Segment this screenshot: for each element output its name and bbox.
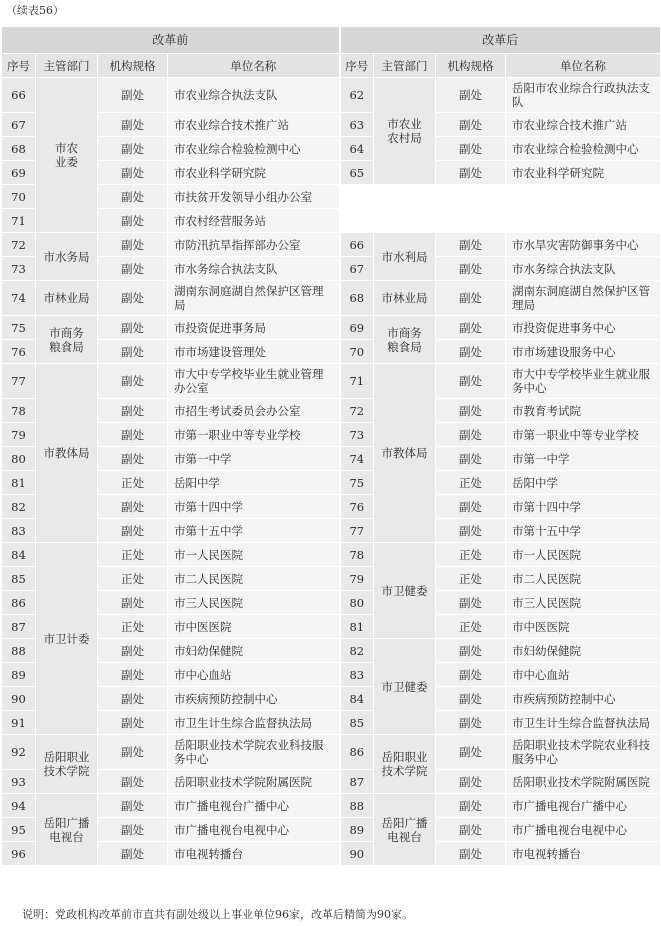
before-unit-name-cell: 市市场建设管理处 [168, 340, 340, 364]
table-row [2, 137, 661, 161]
table-row [2, 233, 661, 257]
table-row [2, 447, 661, 471]
table-row [2, 399, 661, 423]
footnote: 说明：党政机构改革前市直共有副处级以上事业单位96家，改革后精简为90家。 [22, 908, 413, 921]
before-no-cell: 90 [2, 687, 36, 711]
col-header-dept: 主管部门 [374, 54, 436, 78]
after-no-cell: 73 [340, 423, 374, 447]
after-level-cell: 副处 [436, 161, 506, 185]
before-no-cell: 81 [2, 471, 36, 495]
dept-cell: 市林业局 [36, 281, 98, 316]
table-row [2, 161, 661, 185]
after-unit-name-cell: 市教育考试院 [506, 399, 661, 423]
before-unit-name-cell: 岳阳中学 [168, 471, 340, 495]
before-level-cell: 副处 [98, 663, 168, 687]
after-level-cell: 副处 [436, 113, 506, 137]
before-level-cell: 正处 [98, 471, 168, 495]
table-row [2, 591, 661, 615]
after-level-cell: 副处 [436, 281, 506, 316]
after-unit-name-cell: 市第一职业中等专业学校 [506, 423, 661, 447]
after-no-cell: 68 [340, 281, 374, 316]
before-unit-name-cell: 市扶贫开发领导小组办公室 [168, 185, 340, 209]
table-row [2, 567, 661, 591]
after-no-cell: 88 [340, 794, 374, 818]
after-level-cell: 副处 [436, 711, 506, 735]
after-level-cell: 副处 [436, 818, 506, 842]
col-header-no: 序号 [340, 54, 374, 78]
table-row [2, 735, 661, 770]
dept-cell: 市卫健委 [374, 639, 436, 735]
table-row [2, 543, 661, 567]
after-level-cell: 正处 [436, 615, 506, 639]
table-row [2, 818, 661, 842]
col-header-no: 序号 [2, 54, 36, 78]
empty-after-cell [340, 185, 661, 233]
table-row [2, 471, 661, 495]
before-no-cell: 86 [2, 591, 36, 615]
before-unit-name-cell: 市第一中学 [168, 447, 340, 471]
after-level-cell: 正处 [436, 567, 506, 591]
col-header-level: 机构规格 [436, 54, 506, 78]
before-no-cell: 85 [2, 567, 36, 591]
before-no-cell: 70 [2, 185, 36, 209]
after-unit-name-cell: 市第一中学 [506, 447, 661, 471]
before-unit-name-cell: 市农村经营服务站 [168, 209, 340, 233]
before-level-cell: 副处 [98, 364, 168, 399]
after-no-cell: 72 [340, 399, 374, 423]
dept-cell: 岳阳职业 技术学院 [36, 735, 98, 794]
after-no-cell: 69 [340, 316, 374, 340]
dept-cell: 市水务局 [36, 233, 98, 281]
before-unit-name-cell: 市大中专学校毕业生就业管理办公室 [168, 364, 340, 399]
before-no-cell: 75 [2, 316, 36, 340]
after-unit-name-cell: 岳阳中学 [506, 471, 661, 495]
table-row [2, 770, 661, 794]
before-level-cell: 副处 [98, 591, 168, 615]
after-no-cell: 62 [340, 78, 374, 113]
before-no-cell: 68 [2, 137, 36, 161]
after-unit-name-cell: 市第十四中学 [506, 495, 661, 519]
after-unit-name-cell: 岳阳职业技术学院附属医院 [506, 770, 661, 794]
after-level-cell: 副处 [436, 233, 506, 257]
after-unit-name-cell: 市广播电视台广播中心 [506, 794, 661, 818]
after-unit-name-cell: 湖南东洞庭湖自然保护区管理局 [506, 281, 661, 316]
after-level-cell: 副处 [436, 639, 506, 663]
after-level-cell: 副处 [436, 423, 506, 447]
after-level-cell: 副处 [436, 137, 506, 161]
table-row [2, 663, 661, 687]
after-unit-name-cell: 市疾病预防控制中心 [506, 687, 661, 711]
before-no-cell: 92 [2, 735, 36, 770]
table-row [2, 794, 661, 818]
after-no-cell: 75 [340, 471, 374, 495]
before-level-cell: 副处 [98, 137, 168, 161]
before-level-cell: 正处 [98, 543, 168, 567]
before-no-cell: 72 [2, 233, 36, 257]
before-no-cell: 80 [2, 447, 36, 471]
before-unit-name-cell: 市妇幼保健院 [168, 639, 340, 663]
table-row [2, 316, 661, 340]
before-level-cell: 副处 [98, 78, 168, 113]
after-unit-name-cell: 岳阳市农业综合行政执法支队 [506, 78, 661, 113]
before-level-cell: 副处 [98, 399, 168, 423]
col-header-level: 机构规格 [98, 54, 168, 78]
table-row [2, 711, 661, 735]
before-level-cell: 副处 [98, 842, 168, 866]
before-no-cell: 78 [2, 399, 36, 423]
before-unit-name-cell: 市投资促进事务局 [168, 316, 340, 340]
after-no-cell: 84 [340, 687, 374, 711]
before-unit-name-cell: 市农业科学研究院 [168, 161, 340, 185]
before-no-cell: 77 [2, 364, 36, 399]
after-level-cell: 副处 [436, 316, 506, 340]
after-unit-name-cell: 市投资促进事务中心 [506, 316, 661, 340]
table-row [2, 495, 661, 519]
dept-cell: 岳阳广播 电视台 [36, 794, 98, 866]
before-level-cell: 副处 [98, 687, 168, 711]
after-unit-name-cell: 市市场建设服务中心 [506, 340, 661, 364]
before-level-cell: 副处 [98, 495, 168, 519]
dept-cell: 岳阳职业 技术学院 [374, 735, 436, 794]
before-unit-name-cell: 市中心血站 [168, 663, 340, 687]
after-unit-name-cell: 市第十五中学 [506, 519, 661, 543]
col-header-name: 单位名称 [506, 54, 661, 78]
before-unit-name-cell: 市第十五中学 [168, 519, 340, 543]
table-row [2, 281, 661, 316]
before-no-cell: 82 [2, 495, 36, 519]
before-no-cell: 94 [2, 794, 36, 818]
after-unit-name-cell: 市卫生计生综合监督执法局 [506, 711, 661, 735]
dept-cell: 岳阳广播 电视台 [374, 794, 436, 866]
after-no-cell: 74 [340, 447, 374, 471]
after-no-cell: 78 [340, 543, 374, 567]
before-unit-name-cell: 市农业综合技术推广站 [168, 113, 340, 137]
before-level-cell: 副处 [98, 818, 168, 842]
table-row [2, 423, 661, 447]
after-level-cell: 副处 [436, 340, 506, 364]
before-no-cell: 87 [2, 615, 36, 639]
table-row [2, 687, 661, 711]
before-no-cell: 89 [2, 663, 36, 687]
before-no-cell: 67 [2, 113, 36, 137]
table-row [2, 615, 661, 639]
after-unit-name-cell: 市一人民医院 [506, 543, 661, 567]
after-unit-name-cell: 市水旱灾害防御事务中心 [506, 233, 661, 257]
table-row [2, 639, 661, 663]
before-level-cell: 副处 [98, 257, 168, 281]
after-unit-name-cell: 岳阳职业技术学院农业科技服务中心 [506, 735, 661, 770]
after-unit-name-cell: 市三人民医院 [506, 591, 661, 615]
institution-reform-table [1, 26, 661, 866]
before-level-cell: 副处 [98, 770, 168, 794]
table-row [2, 842, 661, 866]
after-no-cell: 80 [340, 591, 374, 615]
after-unit-name-cell: 市中心血站 [506, 663, 661, 687]
before-unit-name-cell: 市二人民医院 [168, 567, 340, 591]
before-level-cell: 副处 [98, 316, 168, 340]
before-unit-name-cell: 市招生考试委员会办公室 [168, 399, 340, 423]
before-level-cell: 副处 [98, 209, 168, 233]
after-level-cell: 副处 [436, 495, 506, 519]
before-unit-name-cell: 市一人民医院 [168, 543, 340, 567]
before-level-cell: 副处 [98, 639, 168, 663]
after-unit-name-cell: 市广播电视台电视中心 [506, 818, 661, 842]
table-row [2, 257, 661, 281]
after-no-cell: 66 [340, 233, 374, 257]
after-level-cell: 正处 [436, 543, 506, 567]
dept-cell: 市商务 粮食局 [374, 316, 436, 364]
before-level-cell: 正处 [98, 567, 168, 591]
before-unit-name-cell: 市水务综合执法支队 [168, 257, 340, 281]
before-unit-name-cell: 市三人民医院 [168, 591, 340, 615]
before-unit-name-cell: 岳阳职业技术学院农业科技服务中心 [168, 735, 340, 770]
after-no-cell: 82 [340, 639, 374, 663]
before-level-cell: 副处 [98, 185, 168, 209]
before-no-cell: 91 [2, 711, 36, 735]
after-no-cell: 71 [340, 364, 374, 399]
before-no-cell: 83 [2, 519, 36, 543]
dept-cell: 市水利局 [374, 233, 436, 281]
after-unit-name-cell: 市电视转播台 [506, 842, 661, 866]
before-no-cell: 93 [2, 770, 36, 794]
dept-cell: 市教体局 [374, 364, 436, 543]
before-no-cell: 84 [2, 543, 36, 567]
before-no-cell: 96 [2, 842, 36, 866]
before-no-cell: 66 [2, 78, 36, 113]
dept-cell: 市教体局 [36, 364, 98, 543]
col-header-dept: 主管部门 [36, 54, 98, 78]
dept-cell: 市卫计委 [36, 543, 98, 735]
before-unit-name-cell: 市广播电视台电视中心 [168, 818, 340, 842]
after-reform-header: 改革后 [340, 27, 661, 54]
after-level-cell: 副处 [436, 78, 506, 113]
before-no-cell: 76 [2, 340, 36, 364]
before-level-cell: 副处 [98, 423, 168, 447]
table-row [2, 340, 661, 364]
after-level-cell: 副处 [436, 663, 506, 687]
before-level-cell: 正处 [98, 615, 168, 639]
before-unit-name-cell: 岳阳职业技术学院附属医院 [168, 770, 340, 794]
after-no-cell: 77 [340, 519, 374, 543]
after-unit-name-cell: 市大中专学校毕业生就业服务中心 [506, 364, 661, 399]
after-level-cell: 副处 [436, 842, 506, 866]
after-unit-name-cell: 市农业科学研究院 [506, 161, 661, 185]
after-no-cell: 85 [340, 711, 374, 735]
before-level-cell: 副处 [98, 161, 168, 185]
table-row [2, 113, 661, 137]
after-no-cell: 63 [340, 113, 374, 137]
before-unit-name-cell: 市广播电视台广播中心 [168, 794, 340, 818]
after-level-cell: 副处 [436, 257, 506, 281]
after-level-cell: 副处 [436, 399, 506, 423]
after-level-cell: 副处 [436, 591, 506, 615]
after-no-cell: 76 [340, 495, 374, 519]
after-unit-name-cell: 市中医医院 [506, 615, 661, 639]
after-no-cell: 86 [340, 735, 374, 770]
after-no-cell: 83 [340, 663, 374, 687]
table-row [2, 78, 661, 113]
before-unit-name-cell: 市农业综合执法支队 [168, 78, 340, 113]
dept-cell: 市林业局 [374, 281, 436, 316]
continued-table-label: （续表56） [6, 4, 64, 17]
before-level-cell: 副处 [98, 519, 168, 543]
before-level-cell: 副处 [98, 794, 168, 818]
after-no-cell: 79 [340, 567, 374, 591]
after-unit-name-cell: 市农业综合检验检测中心 [506, 137, 661, 161]
before-no-cell: 95 [2, 818, 36, 842]
after-level-cell: 副处 [436, 687, 506, 711]
after-unit-name-cell: 市农业综合技术推广站 [506, 113, 661, 137]
before-level-cell: 副处 [98, 735, 168, 770]
before-level-cell: 副处 [98, 113, 168, 137]
before-level-cell: 副处 [98, 711, 168, 735]
after-no-cell: 87 [340, 770, 374, 794]
after-level-cell: 副处 [436, 770, 506, 794]
before-unit-name-cell: 市疾病预防控制中心 [168, 687, 340, 711]
after-level-cell: 副处 [436, 735, 506, 770]
after-unit-name-cell: 市妇幼保健院 [506, 639, 661, 663]
after-no-cell: 67 [340, 257, 374, 281]
before-no-cell: 79 [2, 423, 36, 447]
before-reform-header: 改革前 [2, 27, 340, 54]
after-no-cell: 81 [340, 615, 374, 639]
dept-cell: 市卫健委 [374, 543, 436, 639]
before-level-cell: 副处 [98, 447, 168, 471]
before-no-cell: 69 [2, 161, 36, 185]
after-unit-name-cell: 市二人民医院 [506, 567, 661, 591]
before-unit-name-cell: 市卫生计生综合监督执法局 [168, 711, 340, 735]
dept-cell: 市商务 粮食局 [36, 316, 98, 364]
after-level-cell: 副处 [436, 364, 506, 399]
before-no-cell: 73 [2, 257, 36, 281]
before-no-cell: 88 [2, 639, 36, 663]
after-level-cell: 副处 [436, 794, 506, 818]
before-unit-name-cell: 市中医医院 [168, 615, 340, 639]
after-level-cell: 正处 [436, 471, 506, 495]
after-level-cell: 副处 [436, 447, 506, 471]
after-no-cell: 70 [340, 340, 374, 364]
after-no-cell: 65 [340, 161, 374, 185]
before-unit-name-cell: 市防汛抗旱指挥部办公室 [168, 233, 340, 257]
after-no-cell: 89 [340, 818, 374, 842]
before-no-cell: 74 [2, 281, 36, 316]
dept-cell: 市农 业委 [36, 78, 98, 233]
table-row [2, 364, 661, 399]
after-unit-name-cell: 市水务综合执法支队 [506, 257, 661, 281]
before-level-cell: 副处 [98, 340, 168, 364]
dept-cell: 市农业 农村局 [374, 78, 436, 185]
table-row [2, 519, 661, 543]
before-unit-name-cell: 湖南东洞庭湖自然保护区管理局 [168, 281, 340, 316]
after-level-cell: 副处 [436, 519, 506, 543]
before-unit-name-cell: 市第十四中学 [168, 495, 340, 519]
before-unit-name-cell: 市农业综合检验检测中心 [168, 137, 340, 161]
table-row [2, 185, 661, 209]
col-header-name: 单位名称 [168, 54, 340, 78]
table-body [2, 78, 661, 866]
after-no-cell: 64 [340, 137, 374, 161]
after-no-cell: 90 [340, 842, 374, 866]
before-unit-name-cell: 市第一职业中等专业学校 [168, 423, 340, 447]
before-no-cell: 71 [2, 209, 36, 233]
before-unit-name-cell: 市电视转播台 [168, 842, 340, 866]
before-level-cell: 副处 [98, 281, 168, 316]
before-level-cell: 副处 [98, 233, 168, 257]
